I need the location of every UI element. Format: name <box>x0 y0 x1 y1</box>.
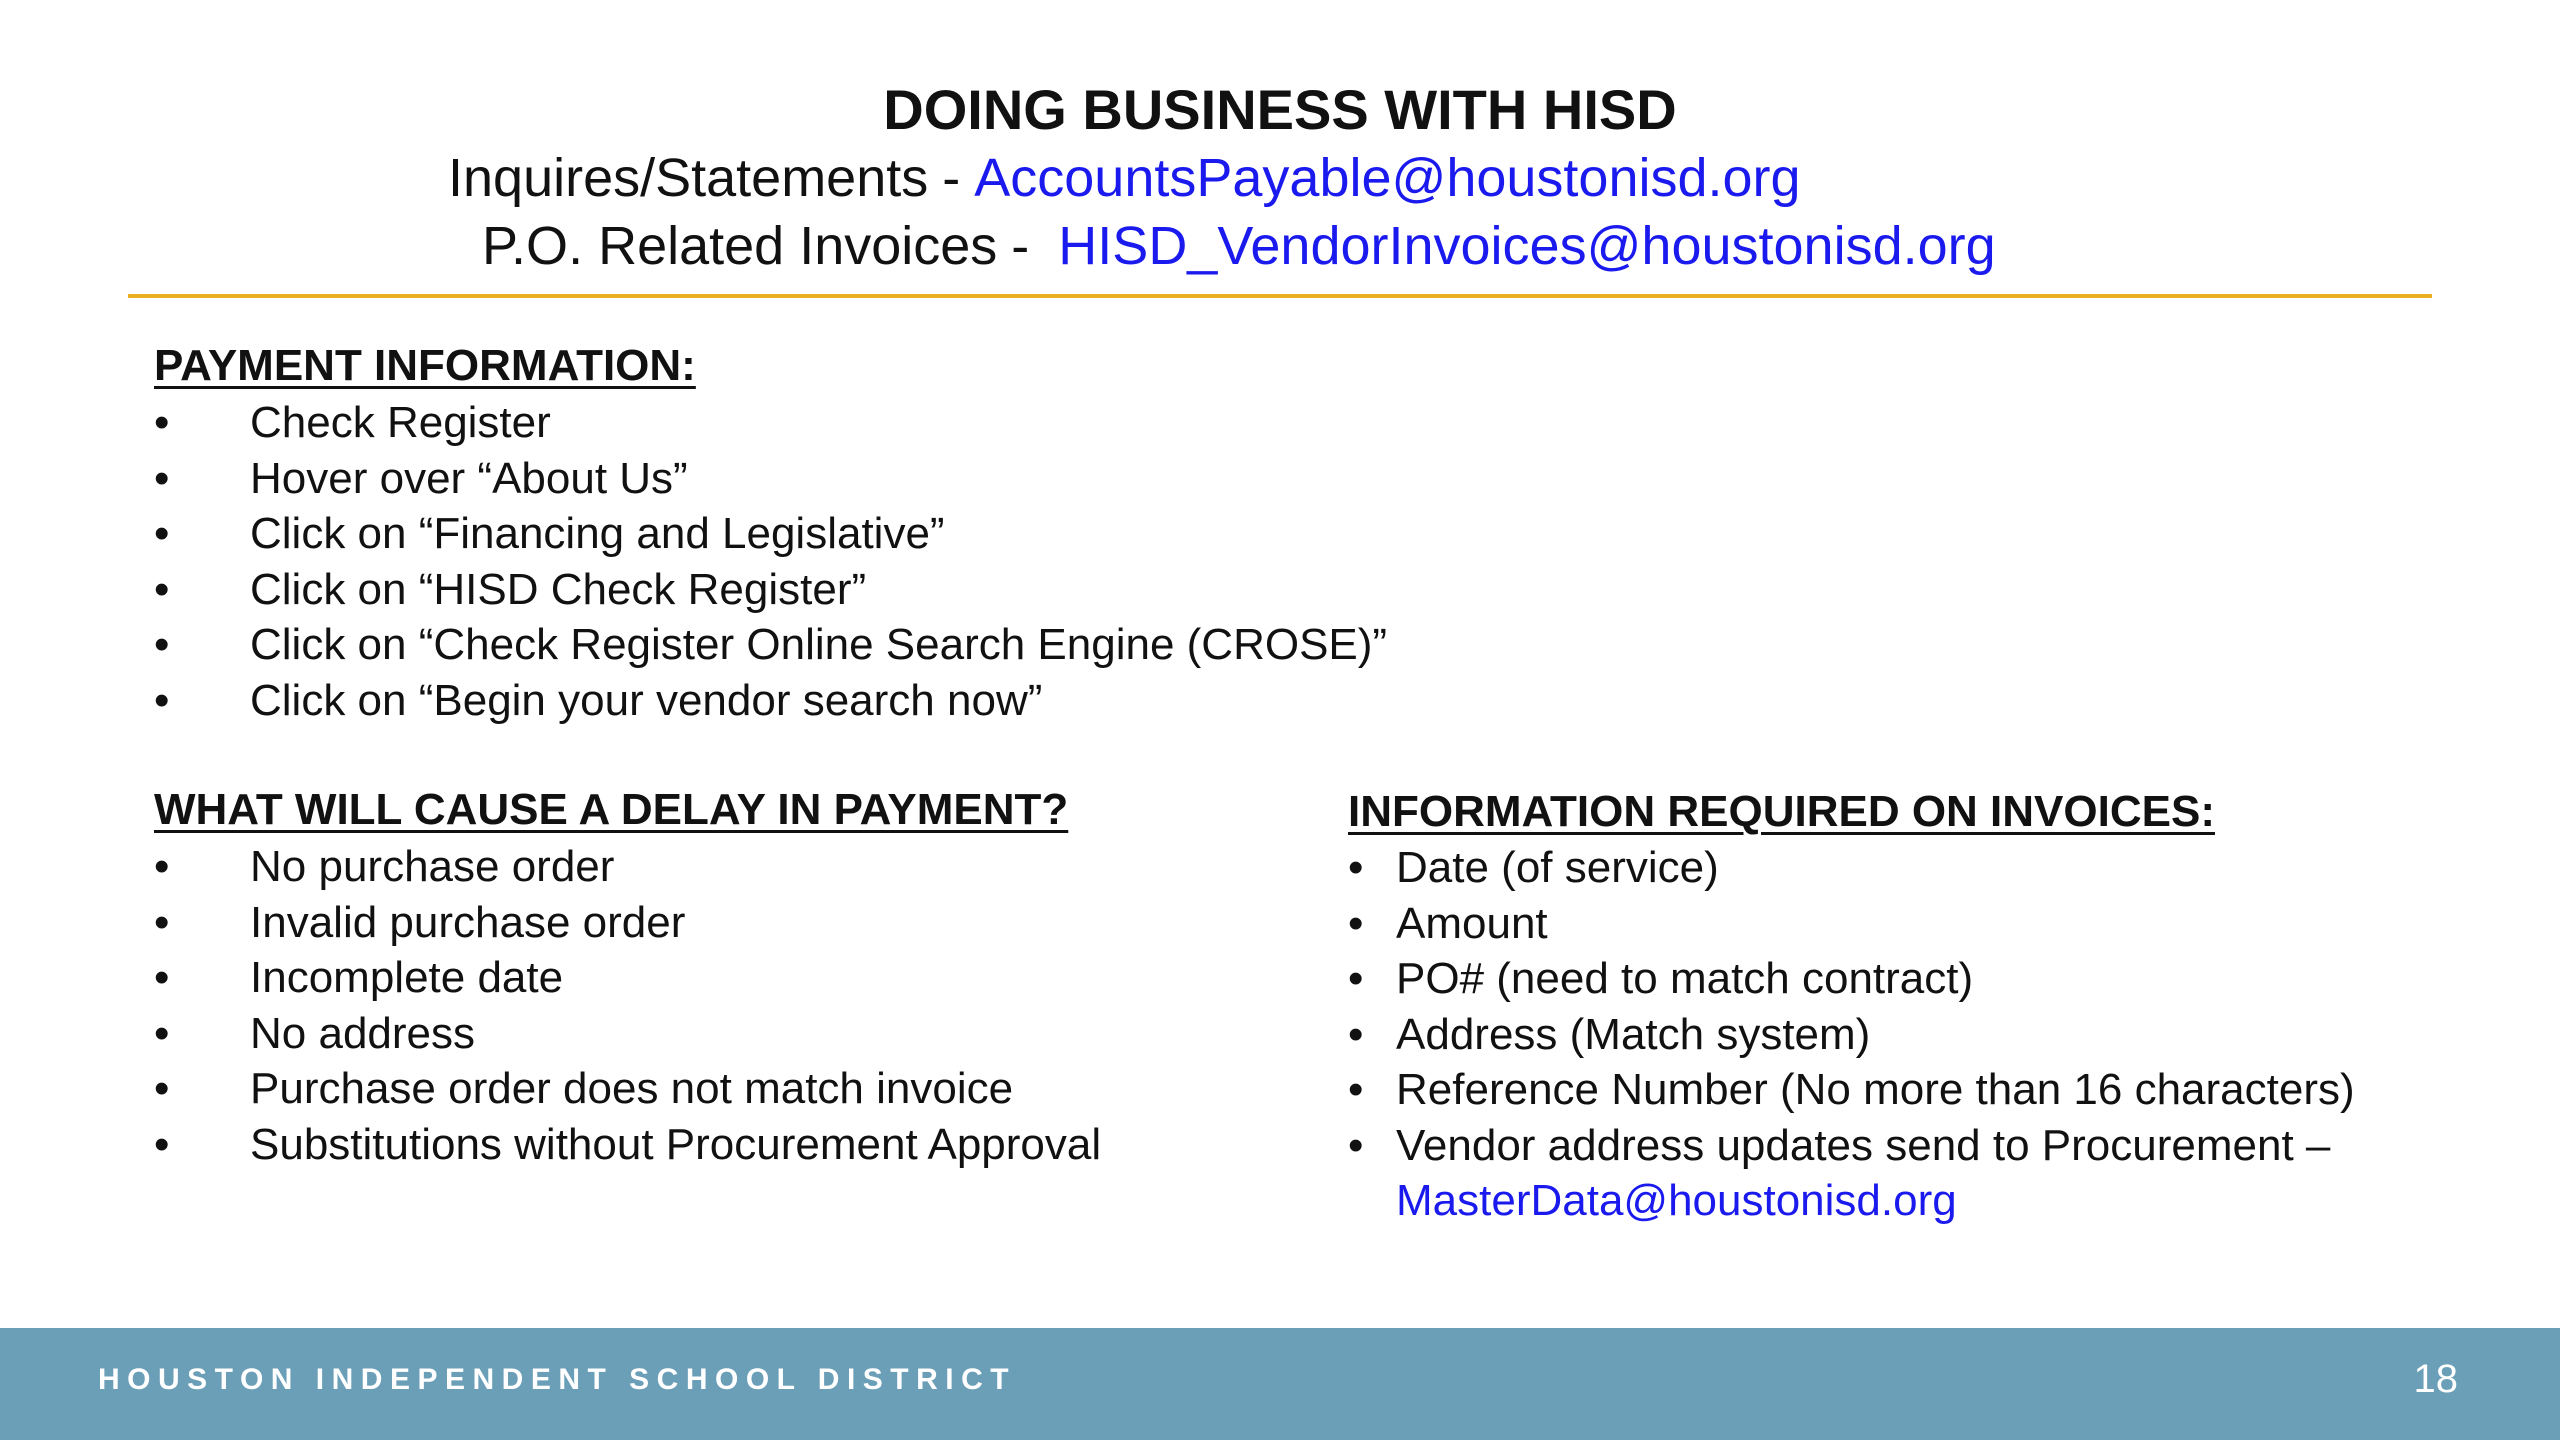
bullet-icon: • <box>154 842 170 891</box>
list-item-text: Click on “Begin your vendor search now” <box>250 675 1043 725</box>
list-item <box>154 562 1387 618</box>
footer-organization: HOUSTON INDEPENDENT SCHOOL DISTRICT <box>98 1363 1017 1396</box>
list-item-text: Substitutions without Procurement Approval <box>250 1119 1102 1169</box>
list-item-text: Check Register <box>250 398 551 447</box>
list-item <box>154 395 1387 451</box>
bullet-icon: • <box>1348 1009 1364 1059</box>
list-item <box>1348 840 2355 896</box>
bullet-icon: • <box>154 897 170 947</box>
list-item <box>154 1061 1101 1117</box>
vendor-invoices-email-link[interactable]: HISD_VendorInvoices@houstonisd.org <box>1058 216 1996 276</box>
list-item <box>154 1117 1101 1173</box>
payment-information-list <box>154 395 1387 728</box>
bullet-icon: • <box>154 1119 170 1169</box>
list-item <box>154 1006 1101 1062</box>
bullet-icon: • <box>1348 1065 1364 1114</box>
contact-inquiries <box>448 144 1801 212</box>
list-item <box>154 617 1387 673</box>
footer-band <box>0 1328 2560 1440</box>
accounts-payable-email-link[interactable]: AccountsPayable@houstonisd.org <box>974 148 1801 208</box>
bullet-icon: • <box>1348 954 1364 1003</box>
list-item <box>154 839 1101 895</box>
bullet-icon: • <box>154 953 170 1002</box>
list-item <box>1348 1062 2355 1118</box>
list-item <box>154 950 1101 1006</box>
header-divider <box>128 294 2432 298</box>
list-item <box>154 895 1101 951</box>
list-item-text: Amount <box>1396 898 1548 948</box>
list-item-text: PO# (need to match contract) <box>1396 954 1974 1003</box>
bullet-icon: • <box>154 398 170 447</box>
list-item <box>154 673 1387 729</box>
list-item <box>154 506 1387 562</box>
delay-in-payment-heading: WHAT WILL CAUSE A DELAY IN PAYMENT? <box>154 785 1069 834</box>
list-item-text: Vendor address updates send to Procurement – <box>1396 1120 2331 1170</box>
list-item-text: Click on “Financing and Legislative” <box>250 509 945 558</box>
bullet-icon: • <box>154 564 170 614</box>
list-item-text: No address <box>250 1008 476 1058</box>
list-item-text: Date (of service) <box>1396 843 1719 892</box>
bullet-icon: • <box>1348 843 1364 892</box>
list-item <box>1348 951 2355 1007</box>
bullet-icon: • <box>154 453 170 503</box>
list-item <box>154 451 1387 507</box>
list-item-text: Incomplete date <box>250 953 564 1002</box>
list-item-text: Hover over “About Us” <box>250 453 688 503</box>
list-item-text: Reference Number (No more than 16 characters) <box>1396 1065 2355 1114</box>
bullet-icon: • <box>154 1064 170 1113</box>
master-data-email-link[interactable]: MasterData@houstonisd.org <box>1396 1176 1957 1225</box>
list-item-text: No purchase order <box>250 842 615 891</box>
bullet-icon: • <box>154 1008 170 1058</box>
list-item-text: Invalid purchase order <box>250 897 686 947</box>
contact-po-invoices <box>482 212 1996 280</box>
contact-label: Inquires/Statements <box>448 148 929 208</box>
list-item <box>1348 896 2355 952</box>
bullet-icon: • <box>1348 898 1364 948</box>
list-item-text: Click on “Check Register Online Search Engine (CROSE)” <box>250 620 1388 669</box>
list-item-text: Purchase order does not match invoice <box>250 1064 1014 1113</box>
bullet-icon: • <box>154 620 170 669</box>
list-item-text: Click on “HISD Check Register” <box>250 564 867 614</box>
contact-label: P.O. Related Invoices <box>482 216 998 276</box>
list-item <box>1348 1118 2355 1229</box>
list-item-text: Address (Match system) <box>1396 1009 1871 1059</box>
list-item <box>1348 1007 2355 1063</box>
bullet-icon: • <box>154 675 170 725</box>
bullet-icon: • <box>154 509 170 558</box>
contact-separator: - <box>1011 216 1030 276</box>
payment-information-heading: PAYMENT INFORMATION: <box>154 341 696 390</box>
invoice-requirements-heading: INFORMATION REQUIRED ON INVOICES: <box>1348 787 2215 836</box>
page-number: 18 <box>2413 1357 2458 1401</box>
contact-separator: - <box>942 148 961 208</box>
bullet-icon: • <box>1348 1120 1364 1170</box>
delay-causes-list <box>154 839 1101 1172</box>
page-title: DOING BUSINESS WITH HISD <box>883 78 1677 141</box>
invoice-requirements-list <box>1348 840 2355 1229</box>
